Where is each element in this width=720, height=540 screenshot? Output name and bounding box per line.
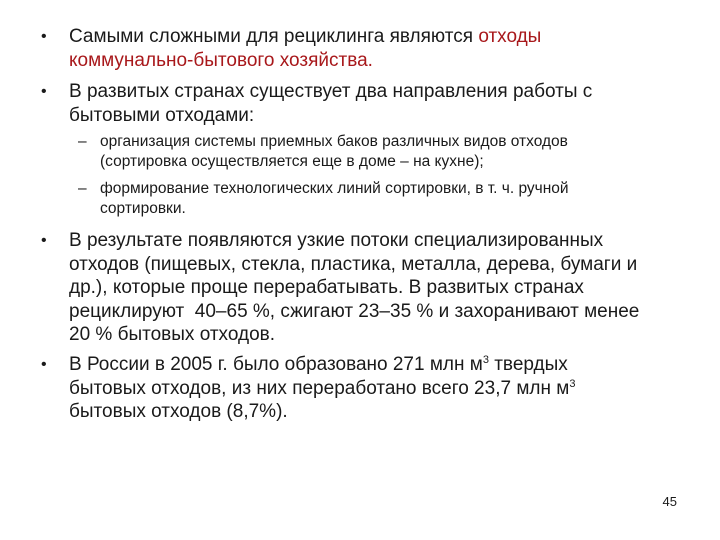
sub-line: (сортировка осуществляется еще в доме – на кухне); <box>100 153 484 170</box>
bullet-line: бытовых отходов, из них переработано всего 23,7 млн $м^3$ <box>69 377 576 399</box>
highlight-text: отходы <box>478 26 542 47</box>
bullet-line: В развитых странах существует два направления работы с <box>69 81 593 102</box>
dash-marker: – <box>78 133 87 150</box>
bullet-line: Самыми сложными для рециклинга являются отходы <box>69 26 542 47</box>
superscript: 3 <box>482 354 489 366</box>
superscript: 3 <box>569 377 576 390</box>
bullet-line: В результате появляются узкие потоки специализированных <box>69 230 604 251</box>
bullet-line: бытовыми отходами: <box>69 104 255 126</box>
bullet-russia-2005 <box>41 353 689 424</box>
bullet-line: рециклируют 40–65 %, сжигают 23–35 % и захоранивают менее <box>69 300 640 322</box>
bullet-line: 20 % бытовых отходов. <box>69 324 276 345</box>
bullet-marker: • <box>41 232 47 249</box>
bullet-line: отходов (пищевых, стекла, пластика, металла, дерева, бумаги и <box>69 253 638 275</box>
bullet-line: др.), которые проще перерабатывать. В развитых странах <box>69 277 584 298</box>
dash-marker: – <box>78 180 87 197</box>
highlight-text: коммунально-бытового хозяйства. <box>69 49 373 71</box>
sub-bullet-bins <box>78 132 700 172</box>
bullet-specialized-streams <box>41 229 699 347</box>
bullet-marker: • <box>41 83 47 100</box>
sub-line: организация системы приемных баков различных видов отходов <box>100 133 568 150</box>
bullet-recycling-difficulty <box>41 25 689 72</box>
bullet-line: В России в 2005 г. было образовано 271 млн $м^3$ твердых <box>69 354 568 375</box>
sub-line: сортировки. <box>100 200 186 217</box>
bullet-line: бытовых отходов (8,7%). <box>69 401 288 422</box>
sub-bullet-sorting-lines <box>78 179 700 219</box>
bullet-two-directions <box>41 80 689 127</box>
sub-line: формирование технологических линий сортировки, в т. ч. ручной <box>100 180 569 197</box>
bullet-marker: • <box>41 28 47 45</box>
page-number: 45 <box>662 494 677 509</box>
bullet-marker: • <box>41 356 47 373</box>
